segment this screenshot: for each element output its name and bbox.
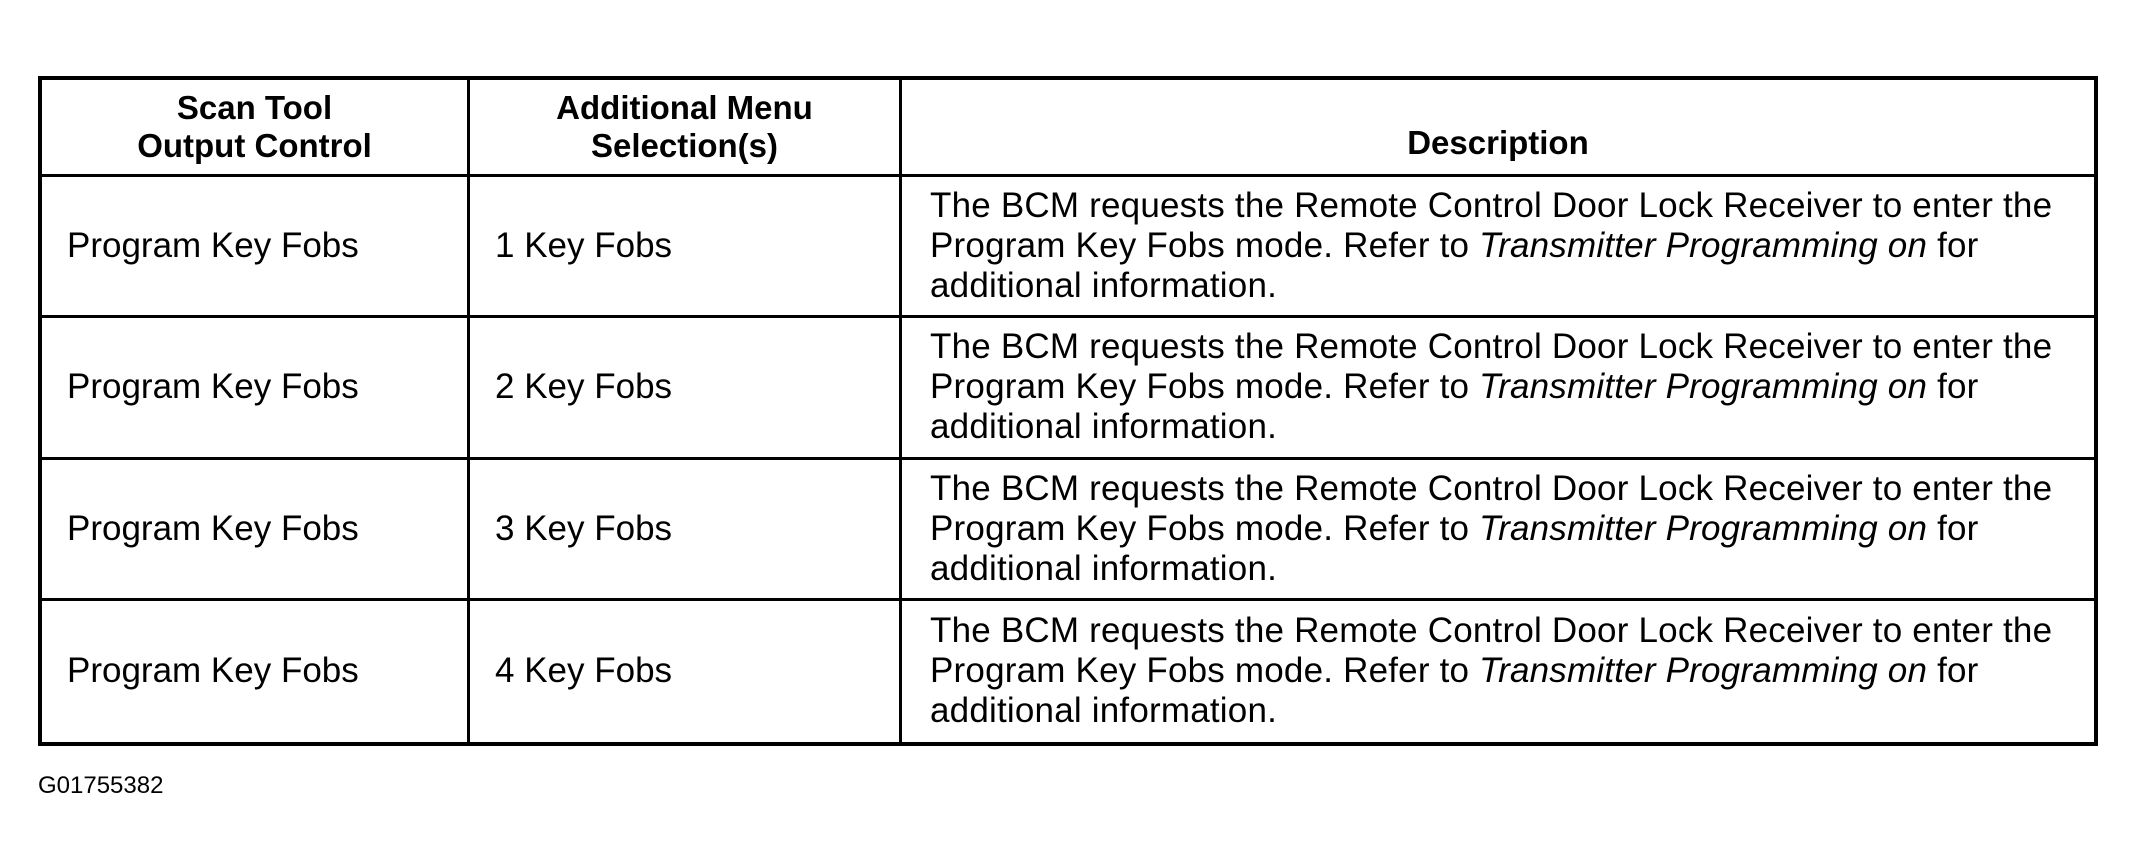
table-row-2-menu-selection: 2 Key Fobs (470, 318, 902, 459)
row-2-desc-tail: for additional information. (930, 367, 1979, 447)
table-row-1-menu-selection: 1 Key Fobs (470, 177, 902, 318)
figure-id: G01755382 (38, 772, 164, 799)
header-additional-menu-selections (470, 80, 902, 177)
table-row-4-description (902, 601, 2094, 742)
row-4-desc-text: The BCM requests the Remote Control Door Lock Receiver to enter the Program Key Fobs mode. Refer to (930, 611, 2053, 691)
row-1-desc-text: The BCM requests the Remote Control Door Lock Receiver to enter the Program Key Fobs mode. Refer to (930, 186, 2053, 266)
table-row-3-output-control: Program Key Fobs (42, 460, 470, 601)
row-1-desc-tail: for additional information. (930, 226, 1979, 306)
table-row-2-description (902, 318, 2094, 459)
table-row-3-menu-selection: 3 Key Fobs (470, 460, 902, 601)
table-row-4-output-control: Program Key Fobs (42, 601, 470, 742)
header-col2-line1: Additional Menu (556, 89, 813, 126)
header-col2-line2: Selection(s) (590, 127, 779, 164)
header-description (902, 80, 2094, 177)
table-row-1-output-control: Program Key Fobs (42, 177, 470, 318)
table-row-1-description (902, 177, 2094, 318)
row-4-desc-tail: for additional information. (930, 651, 1979, 731)
row-3-desc-ref: Transmitter Programming on (1479, 508, 1928, 548)
row-1-desc-ref: Transmitter Programming on (1479, 226, 1928, 266)
row-2-desc-text: The BCM requests the Remote Control Door Lock Receiver to enter the Program Key Fobs mode. Refer to (930, 327, 2053, 407)
output-control-table (38, 76, 2098, 746)
row-3-desc-text: The BCM requests the Remote Control Door Lock Receiver to enter the Program Key Fobs mode. Refer to (930, 468, 2053, 548)
row-4-desc-ref: Transmitter Programming on (1479, 651, 1928, 691)
header-col3: Description (1407, 124, 1589, 161)
table-row-3-description (902, 460, 2094, 601)
row-3-desc-tail: for additional information. (930, 508, 1979, 588)
table-row-2-output-control: Program Key Fobs (42, 318, 470, 459)
table-row-4-menu-selection: 4 Key Fobs (470, 601, 902, 742)
header-col1-line2: Output Control (137, 127, 372, 164)
row-2-desc-ref: Transmitter Programming on (1479, 367, 1928, 407)
header-scan-tool-output-control (42, 80, 470, 177)
header-col1-line1: Scan Tool (176, 89, 333, 126)
